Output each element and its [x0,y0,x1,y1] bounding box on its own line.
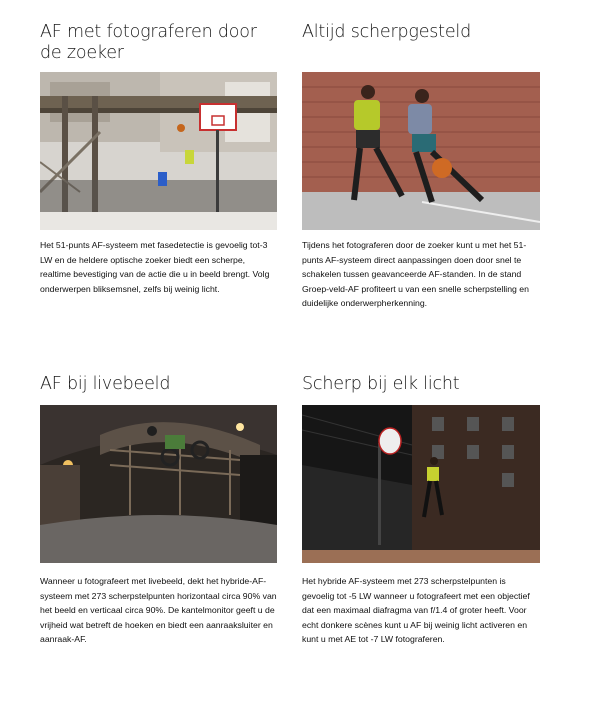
card-title: Scherp bij elk licht [302,374,460,394]
card-body: Wanneer u fotografeert met livebeeld, dekt het hybride-AF-systeem met 273 scherpstelpunten horizontaal circa 90% van het beeld en verticaal circa 90%. De kantelmonitor geeft u de vrijheid wat betreft de hoeken en biedt een aanraaksluiter en aanraak-AF. [40,576,277,645]
feature-card-liveview-af [40,374,278,395]
card-title: AF bij livebeeld [40,374,171,394]
feature-card-sharp-any-light-body [302,574,540,647]
photo-basketball-court [40,72,277,230]
photo-basketball-players [302,72,540,230]
photo-night-basketball [302,405,540,563]
feature-card-viewfinder-af [40,22,278,64]
card-title: AF met fotograferen door de zoeker [40,22,257,63]
card-title: Altijd scherpgesteld [302,22,471,42]
feature-card-viewfinder-af-body [40,238,278,296]
feature-card-always-sharp-body [302,238,540,311]
card-body: Het hybride AF-systeem met 273 scherpstelpunten is gevoelig tot -5 LW wanneer u fotografeert met een objectief dat een maximaal diafragma van f/1.4 of groter heeft. Voor echt donkere scènes kunt u AF bij weinig licht activeren en kunt u met AE tot -7 LW fotograferen. [302,576,530,645]
card-body: Het 51-punts AF-systeem met fasedetectie is gevoelig tot-3 LW en de heldere optische zoeker biedt een scherpe, realtime bevestiging van de actie die u in beeld brengt. Volg onderwerpen bliksemsnel, zelfs bij weinig licht. [40,240,270,294]
feature-card-sharp-any-light [302,374,540,395]
photo-bmx-rider [40,405,277,563]
feature-card-liveview-af-body [40,574,278,647]
card-body: Tijdens het fotograferen door de zoeker kunt u met het 51-punts AF-systeem direct aanpassingen doen door snel te schakelen tussen geavanceerde AF-standen. In de stand Groep-veld-AF profiteert u van een snelle scherpstelling en duidelijke onderwerpherkenning. [302,240,529,309]
feature-card-always-sharp [302,22,540,43]
